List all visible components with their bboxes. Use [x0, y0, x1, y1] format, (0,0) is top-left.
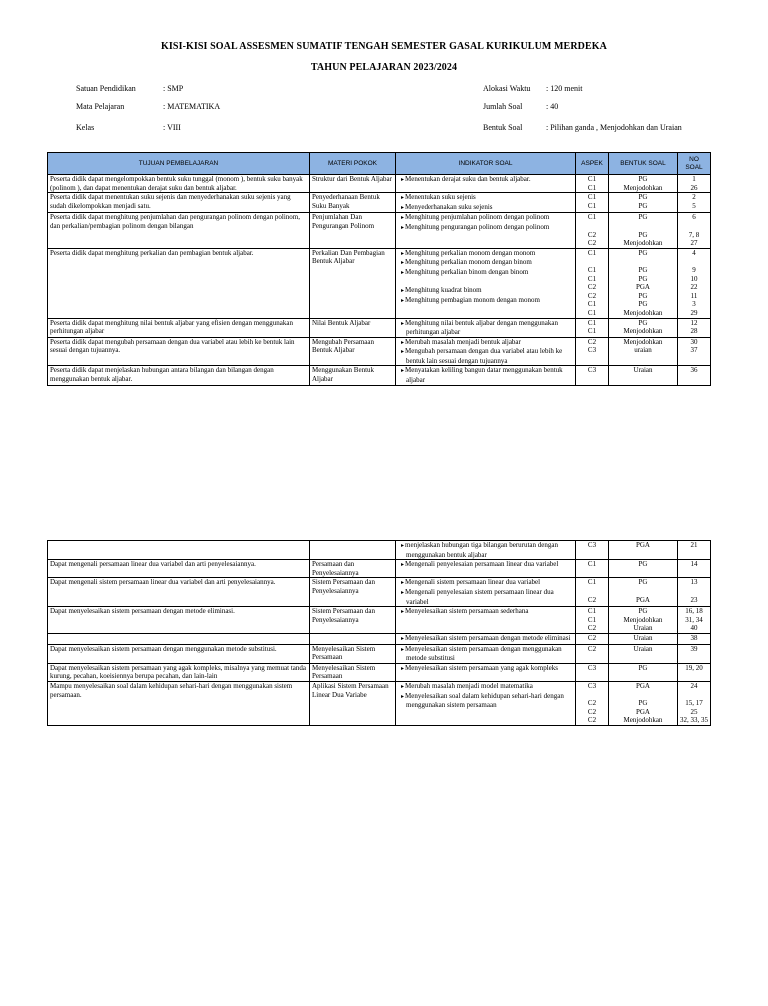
no-soal-cell [678, 193, 711, 213]
aspek-cell [576, 193, 609, 213]
indikator-list [398, 338, 573, 366]
no-soal-value: 7, 8 [688, 230, 700, 239]
indikator-item: ▸ Menghitung perkalian monom dengan binom [398, 258, 573, 268]
aspek-value: C1 [587, 615, 597, 624]
spacer [611, 691, 675, 700]
tujuan-pembelajaran-cell: Dapat mengenali persamaan linear dua variabel dan arti penyelesaiannya. [48, 560, 310, 578]
bentuk-soal-cell [609, 681, 678, 725]
indikator-item: ▸ Menyelesaikan sistem persamaan dengan metode eliminasi [398, 634, 573, 644]
bentuk-label: Bentuk Soal [483, 123, 523, 132]
indikator-soal-cell [396, 248, 576, 318]
indikator-list [398, 213, 573, 232]
tujuan-pembelajaran-cell [48, 541, 310, 560]
no-soal-cell [678, 560, 711, 578]
spacer [578, 587, 606, 596]
indikator-soal-cell [396, 175, 576, 193]
indikator-item: ▸ Menyelesaikan sistem persamaan dengan menggunakan metode substitusi [398, 645, 573, 663]
materi-pokok-cell: Mengubah Persamaan Bentuk Aljabar [310, 337, 396, 366]
materi-pokok-cell: Menggunakan Bentuk Aljabar [310, 366, 396, 385]
aspek-value: C1 [587, 175, 597, 183]
aspek-cell [576, 578, 609, 607]
no-soal-value: 4 [692, 248, 696, 257]
bentuk-soal-cell [609, 193, 678, 213]
no-soal-cell [678, 175, 711, 193]
header-tujuan: TUJUAN PEMBELAJARAN [48, 153, 310, 175]
bentuk-soal-cell [609, 366, 678, 385]
aspek-value: C1 [587, 578, 597, 587]
aspek-value: C2 [587, 283, 597, 292]
tujuan-pembelajaran-cell: Peserta didik dapat menghitung perkalian dan pembagian bentuk aljabar. [48, 248, 310, 318]
materi-pokok-cell: Nilai Bentuk Aljabar [310, 318, 396, 337]
aspek-value: C1 [587, 183, 597, 192]
bentuk-soal-value: Uraian [633, 366, 653, 375]
bentuk-soal-value: PG [638, 274, 648, 283]
tujuan-pembelajaran-cell: Dapat menyelesaikan sistem persamaan dengan metode eliminasi. [48, 607, 310, 634]
aspek-cell [576, 318, 609, 337]
tujuan-pembelajaran-cell: Peserta didik dapat menentukan suku sejenis dan menyederhanakan suku sejenis yang sudah dikelompokkan menjadi satu. [48, 193, 310, 213]
bentuk-soal-value: Menjodohkan [623, 615, 663, 624]
bentuk-soal-cell [609, 318, 678, 337]
spacer [680, 257, 708, 266]
header-no-soal: NO SOAL [678, 153, 711, 175]
aspek-value: C1 [587, 308, 597, 317]
spacer [611, 257, 675, 266]
aspek-value: C2 [587, 644, 597, 653]
table-row [48, 337, 711, 366]
aspek-value: C3 [587, 663, 597, 672]
spacer [578, 257, 606, 266]
bentuk-soal-value: PG [638, 201, 648, 210]
no-soal-cell [678, 366, 711, 385]
no-soal-value: 28 [690, 327, 698, 336]
table-row [48, 318, 711, 337]
no-soal-cell [678, 541, 711, 560]
materi-pokok-cell [310, 541, 396, 560]
aspek-cell [576, 633, 609, 644]
aspek-value: C1 [587, 318, 597, 327]
aspek-value: C1 [587, 300, 597, 309]
aspek-cell [576, 337, 609, 366]
bentuk-soal-value: PG [638, 699, 648, 708]
bentuk-soal-cell [609, 175, 678, 193]
aspek-cell [576, 607, 609, 634]
aspek-cell [576, 663, 609, 681]
table-row [48, 560, 711, 578]
no-soal-cell [678, 578, 711, 607]
bentuk-soal-value: Menjodohkan [623, 308, 663, 317]
bentuk-soal-value: Uraian [633, 624, 653, 633]
materi-pokok-cell [310, 633, 396, 644]
aspek-cell [576, 213, 609, 248]
materi-pokok-cell: Penyederhanaan Bentuk Suku Banyak [310, 193, 396, 213]
no-soal-value: 27 [690, 239, 698, 248]
no-soal-value: 26 [690, 183, 698, 192]
document-title: KISI-KISI SOAL ASSESMEN SUMATIF TENGAH SEMESTER GASAL KURIKULUM MERDEKA [161, 41, 607, 52]
aspek-value: C3 [587, 346, 597, 355]
indikator-list [398, 541, 573, 559]
header-aspek: ASPEK [576, 153, 609, 175]
aspek-value: C2 [587, 337, 597, 346]
tujuan-pembelajaran-cell: Dapat menyelesaikan sistem persamaan dengan menggunakan metode substitusi. [48, 644, 310, 663]
bentuk-soal-value: PG [638, 607, 648, 616]
academic-year-title: TAHUN PELAJARAN 2023/2024 [310, 62, 458, 73]
bentuk-soal-value: Uraian [633, 644, 653, 653]
aspek-value: C1 [587, 607, 597, 616]
materi-pokok-cell: Sistem Persamaan dan Penyelesaiannya [310, 578, 396, 607]
bentuk-soal-cell [609, 663, 678, 681]
tujuan-pembelajaran-cell: Peserta didik dapat menjelaskan hubungan antara bilangan dan bilangan dengan menggunakan bentuk aljabar. [48, 366, 310, 385]
materi-pokok-cell: Sistem Persamaan dan Penyelesaiannya [310, 607, 396, 634]
bentuk-soal-cell [609, 560, 678, 578]
indikator-list [398, 578, 573, 606]
bentuk-soal-value: Menjodohkan [623, 327, 663, 336]
indikator-list [398, 249, 573, 306]
no-soal-value: 25 [690, 707, 698, 716]
aspek-value: C2 [587, 239, 597, 248]
no-soal-cell [678, 318, 711, 337]
indikator-item: ▸ Menyelesaikan sistem persamaan yang agak kompleks [398, 664, 573, 674]
spacer [611, 222, 675, 231]
aspek-cell [576, 541, 609, 560]
aspek-value: C2 [587, 699, 597, 708]
bentuk-soal-value: PG [638, 248, 648, 257]
bentuk-soal-cell [609, 248, 678, 318]
materi-pokok-cell: Perkalian Dan Pembagian Bentuk Aljabar [310, 248, 396, 318]
indikator-list [398, 560, 573, 570]
no-soal-value: 31, 34 [685, 615, 703, 624]
tujuan-pembelajaran-cell: Peserta didik dapat menghitung penjumlahan dan pengurangan polinom dengan polinom, dan perkalian/pembagian polinom dengan bilangan [48, 213, 310, 248]
indikator-item: ▸ Menentukan derajat suku dan bentuk aljabar. [398, 175, 573, 185]
indikator-item: ▸ Menghitung pembagian monom dengan monom [398, 296, 573, 306]
no-soal-value: 9 [692, 265, 696, 274]
aspek-cell [576, 248, 609, 318]
table-row [48, 366, 711, 385]
tujuan-pembelajaran-cell: Dapat menyelesaikan sistem persamaan yang agak kompleks, misalnya yang memuat tanda kurung, pecahan, koeisiennya berupa pecahan, dan lain-lain [48, 663, 310, 681]
bentuk-soal-value: Menjodohkan [623, 337, 663, 346]
no-soal-value: 39 [690, 644, 698, 653]
no-soal-cell [678, 337, 711, 366]
aspek-value: C1 [587, 327, 597, 336]
indikator-item: ▸ Menghitung kuadrat binom [398, 286, 573, 296]
no-soal-value: 6 [692, 213, 696, 222]
indikator-item: ▸ Menghitung perkalian binom dengan binom [398, 268, 573, 278]
no-soal-value: 40 [690, 624, 698, 633]
materi-pokok-cell: Menyelesaikan Sistem Persamaan [310, 644, 396, 663]
table-row [48, 633, 711, 644]
table-row [48, 681, 711, 725]
materi-pokok-cell: Menyelesaikan Sistem Persamaan [310, 663, 396, 681]
indikator-list [398, 607, 573, 617]
bentuk-soal-cell [609, 541, 678, 560]
spacer [680, 691, 708, 700]
aspek-value: C1 [587, 213, 597, 222]
no-soal-cell [678, 663, 711, 681]
table-row [48, 644, 711, 663]
table-row [48, 248, 711, 318]
mapel-label: Mata Pelajaran [76, 102, 125, 111]
indikator-item: ▸ Mengubah persamaan dengan dua variabel atau lebih ke bentuk lain sesuai dengan tujuannya [398, 347, 573, 365]
indikator-soal-cell [396, 663, 576, 681]
no-soal-value: 13 [690, 578, 698, 587]
jumlah-value: : 40 [546, 102, 559, 111]
satuan-value: : SMP [163, 84, 184, 93]
indikator-list [398, 175, 573, 185]
header-bentuk-soal: BENTUK SOAL [609, 153, 678, 175]
bentuk-value: : Pilihan ganda , Menjodohkan dan Uraian [546, 123, 682, 132]
aspek-cell [576, 644, 609, 663]
indikator-soal-cell [396, 578, 576, 607]
no-soal-value: 19, 20 [685, 663, 703, 672]
aspek-value: C1 [587, 265, 597, 274]
bentuk-soal-value: Uraian [633, 633, 653, 642]
aspek-value: C3 [587, 541, 597, 549]
bentuk-soal-value: Menjodohkan [623, 716, 663, 725]
indikator-item: ▸ Merubah masalah menjadi model matematika [398, 682, 573, 692]
jumlah-label: Jumlah Soal [483, 102, 523, 111]
indikator-soal-cell [396, 644, 576, 663]
bentuk-soal-value: Menjodohkan [623, 239, 663, 248]
kelas-value: : VIII [163, 123, 181, 132]
indikator-item: ▸ Menyederhanakan suku sejenis [398, 203, 573, 213]
tujuan-pembelajaran-cell: Peserta didik dapat mengubah persamaan dengan dua variabel atau lebih ke bentuk lain sesuai dengan tujuannya. [48, 337, 310, 366]
indikator-list [398, 682, 573, 710]
no-soal-value: 24 [690, 681, 698, 690]
table-row [48, 175, 711, 193]
kisi-kisi-table-part-2 [47, 540, 711, 726]
bentuk-soal-cell [609, 578, 678, 607]
bentuk-soal-value: PGA [635, 541, 650, 549]
aspek-value: C2 [587, 707, 597, 716]
indikator-soal-cell [396, 318, 576, 337]
indikator-soal-cell [396, 366, 576, 385]
no-soal-value: 38 [690, 633, 698, 642]
bentuk-soal-value: PG [638, 175, 648, 183]
bentuk-soal-cell [609, 644, 678, 663]
indikator-item: ▸ Menghitung penjumlahan polinom dengan polinom [398, 213, 573, 223]
indikator-list [398, 319, 573, 337]
tujuan-pembelajaran-cell: Peserta didik dapat mengelompokkan bentuk suku tunggal (monom ), bentuk suku banyak (polinom ), dan dapat menentukan derajat suku dan bentuk aljabar. [48, 175, 310, 193]
aspek-value: C2 [587, 291, 597, 300]
indikator-list [398, 645, 573, 663]
materi-pokok-cell: Aplikasi Sistem Persamaan Linear Dua Variabe [310, 681, 396, 725]
no-soal-value: 3 [692, 300, 696, 309]
indikator-item: ▸ Mengenali sistem persamaan linear dua variabel [398, 578, 573, 588]
indikator-item: ▸ Merubah masalah menjadi bentuk aljabar [398, 338, 573, 348]
no-soal-value: 32, 33, 35 [680, 716, 708, 725]
aspek-value: C3 [587, 681, 597, 690]
no-soal-value: 1 [692, 175, 696, 183]
no-soal-value: 29 [690, 308, 698, 317]
indikator-item: ▸ Menghitung pengurangan polinom dengan polinom [398, 223, 573, 233]
bentuk-soal-value: PG [638, 318, 648, 327]
indikator-item: ▸ Mengenali penyelesaian sistem persamaan linear dua variabel [398, 588, 573, 606]
bentuk-soal-value: Menjodohkan [623, 183, 663, 192]
no-soal-value: 30 [690, 337, 698, 346]
spacer [680, 222, 708, 231]
header-indikator: INDIKATOR SOAL [396, 153, 576, 175]
bentuk-soal-value: PGA [635, 595, 650, 604]
kelas-label: Kelas [76, 123, 95, 132]
no-soal-value: 16, 18 [685, 607, 703, 616]
no-soal-value: 23 [690, 595, 698, 604]
aspek-value: C2 [587, 624, 597, 633]
no-soal-value: 11 [690, 291, 698, 300]
indikator-list [398, 366, 573, 384]
indikator-item: ▸ Menghitung perkalian monom dengan monom [398, 249, 573, 259]
tujuan-pembelajaran-cell: Dapat mengenali sistem persamaan linear dua variabel dan arti penyelesaiannya. [48, 578, 310, 607]
indikator-list [398, 664, 573, 674]
materi-pokok-cell: Persamaan dan Penyelesaiannya [310, 560, 396, 578]
no-soal-cell [678, 644, 711, 663]
aspek-cell [576, 681, 609, 725]
indikator-list [398, 634, 573, 644]
indikator-soal-cell [396, 681, 576, 725]
materi-pokok-cell: Struktur dari Bentuk Aljabar [310, 175, 396, 193]
aspek-value: C1 [587, 560, 597, 569]
header-materi: MATERI POKOK [310, 153, 396, 175]
bentuk-soal-value: PG [638, 300, 648, 309]
bentuk-soal-value: PGA [635, 283, 650, 292]
no-soal-value: 14 [690, 560, 698, 569]
indikator-item: ▸ Menyatakan keliling bangun datar menggunakan bentuk aljabar [398, 366, 573, 384]
table-row [48, 663, 711, 681]
spacer [578, 691, 606, 700]
aspek-cell [576, 366, 609, 385]
no-soal-value: 36 [690, 366, 698, 375]
alokasi-label: Alokasi Waktu [483, 84, 531, 93]
no-soal-value: 37 [690, 346, 698, 355]
aspek-value: C2 [587, 633, 597, 642]
indikator-soal-cell [396, 560, 576, 578]
indikator-item: ▸ Menyelesaikan soal dalam kehidupan sehari-hari dengan menggunakan sistem persamaan [398, 692, 573, 710]
table-row [48, 541, 711, 560]
bentuk-soal-value: PG [638, 291, 648, 300]
satuan-label: Satuan Pendidikan [76, 84, 136, 93]
aspek-value: C2 [587, 595, 597, 604]
no-soal-value: 10 [690, 274, 698, 283]
no-soal-cell [678, 607, 711, 634]
aspek-value: C2 [587, 230, 597, 239]
aspek-value: C1 [587, 248, 597, 257]
indikator-soal-cell [396, 213, 576, 248]
no-soal-value: 21 [690, 541, 698, 549]
no-soal-value: 2 [692, 193, 696, 202]
table-row [48, 213, 711, 248]
bentuk-soal-value: PG [638, 213, 648, 222]
bentuk-soal-value: PG [638, 230, 648, 239]
tujuan-pembelajaran-cell [48, 633, 310, 644]
table-row [48, 193, 711, 213]
bentuk-soal-cell [609, 607, 678, 634]
indikator-soal-cell [396, 541, 576, 560]
spacer [398, 278, 573, 287]
indikator-item: ▸ Menghitung nilai bentuk aljabar dengan menggunakan perhitungan aljabar [398, 319, 573, 337]
indikator-soal-cell [396, 607, 576, 634]
indikator-item: ▸ Menentukan suku sejenis [398, 193, 573, 203]
mapel-value: : MATEMATIKA [163, 102, 221, 111]
no-soal-value: 5 [692, 201, 696, 210]
indikator-item: ▸ menjelaskan hubungan tiga bilangan berurutan dengan menggunakan bentuk aljabar [398, 541, 573, 559]
indikator-item: ▸ Mengenali penyelesaian persamaan linear dua variabel [398, 560, 573, 570]
aspek-cell [576, 560, 609, 578]
indikator-soal-cell [396, 193, 576, 213]
materi-pokok-cell: Penjumlahan Dan Pengurangan Polinom [310, 213, 396, 248]
no-soal-cell [678, 633, 711, 644]
indikator-list [398, 193, 573, 212]
bentuk-soal-value: PG [638, 265, 648, 274]
spacer [578, 222, 606, 231]
no-soal-value: 12 [690, 318, 698, 327]
alokasi-value: : 120 menit [546, 84, 583, 93]
no-soal-value: 15, 17 [685, 699, 703, 708]
aspek-value: C1 [587, 193, 597, 202]
bentuk-soal-value: PGA [635, 681, 650, 690]
spacer [611, 587, 675, 596]
indikator-item: ▸ Menyelesaikan sistem persamaan sederhana [398, 607, 573, 617]
no-soal-value: 22 [690, 283, 698, 292]
bentuk-soal-cell [609, 633, 678, 644]
aspek-value: C2 [587, 716, 597, 725]
aspek-value: C3 [587, 366, 597, 375]
indikator-soal-cell [396, 337, 576, 366]
bentuk-soal-cell [609, 213, 678, 248]
no-soal-cell [678, 213, 711, 248]
no-soal-cell [678, 248, 711, 318]
bentuk-soal-value: uraian [634, 346, 652, 355]
bentuk-soal-value: PG [638, 578, 648, 587]
aspek-value: C1 [587, 274, 597, 283]
tujuan-pembelajaran-cell: Peserta didik dapat menghitung nilai bentuk aljabar yang efisien dengan menggunakan perhitungan aljabar [48, 318, 310, 337]
aspek-cell [576, 175, 609, 193]
table-row [48, 578, 711, 607]
tujuan-pembelajaran-cell: Mampu menyelesaikan soal dalam kehidupan sehari-hari dengan menggunakan sistem persamaan. [48, 681, 310, 725]
bentuk-soal-cell [609, 337, 678, 366]
bentuk-soal-value: PGA [635, 707, 650, 716]
no-soal-cell [678, 681, 711, 725]
kisi-kisi-table-part-1 [47, 152, 711, 386]
bentuk-soal-value: PG [638, 560, 648, 569]
aspek-value: C1 [587, 201, 597, 210]
table-row [48, 607, 711, 634]
bentuk-soal-value: PG [638, 193, 648, 202]
indikator-soal-cell [396, 633, 576, 644]
bentuk-soal-value: PG [638, 663, 648, 672]
spacer [680, 587, 708, 596]
